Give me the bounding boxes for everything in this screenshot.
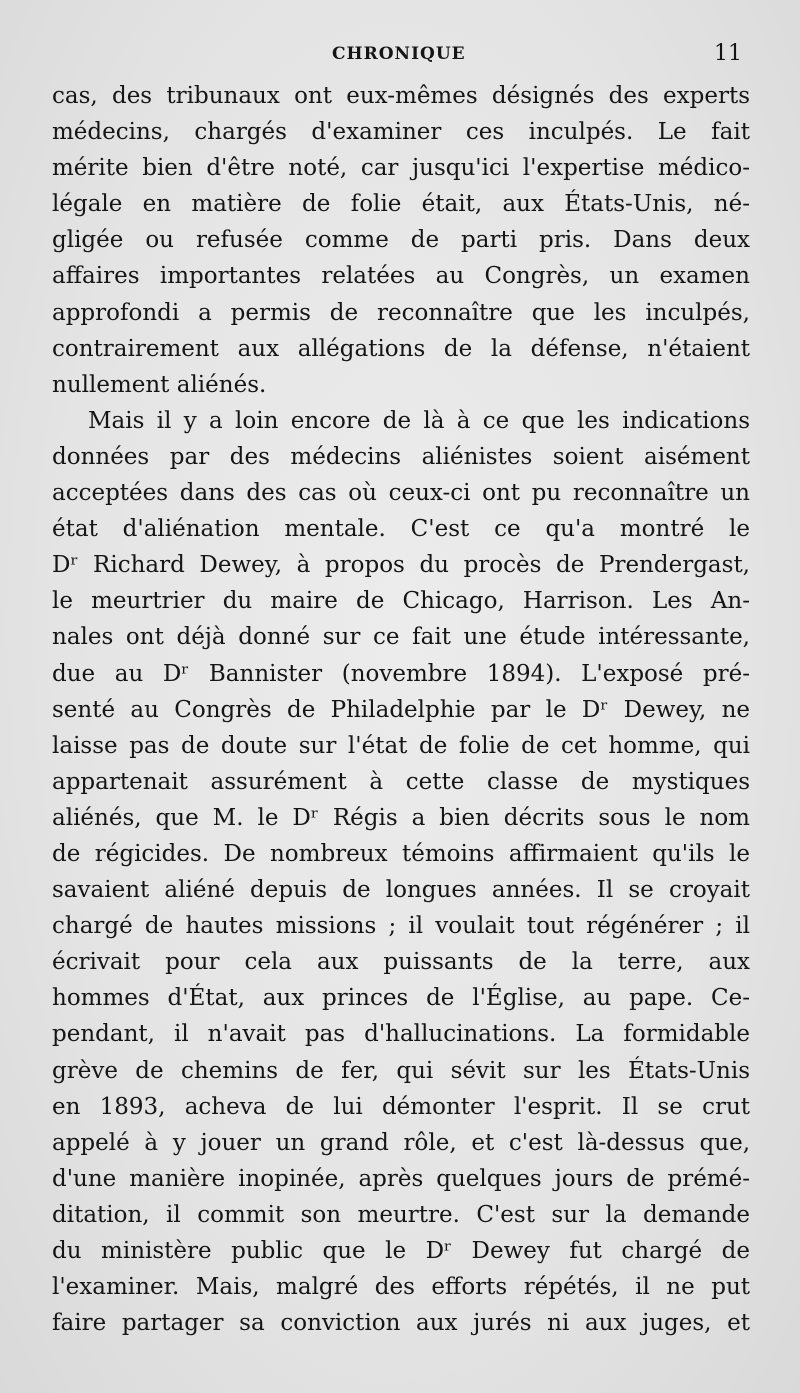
text-line: gligée ou refusée comme de parti pris. Dans deux xyxy=(52,227,750,254)
text-line: mérite bien d'être noté, car jusqu'ici l'expertise médico- xyxy=(52,155,750,182)
page-number: 11 xyxy=(714,41,742,66)
text-line: état d'aliénation mentale. C'est ce qu'a montré le xyxy=(52,516,750,543)
text-line: le meurtrier du maire de Chicago, Harrison. Les An- xyxy=(52,588,750,615)
text-line: de régicides. De nombreux témoins affirmaient qu'ils le xyxy=(52,840,750,867)
text-line: légale en matière de folie était, aux États-Unis, né- xyxy=(52,191,750,218)
text-line: d'une manière inopinée, après quelques jours de prémé- xyxy=(52,1165,750,1192)
text-line: écrivait pour cela aux puissants de la terre, aux xyxy=(52,949,750,976)
text-line: appartenait assurément à cette classe de mystiques xyxy=(52,768,750,795)
text-line: Mais il y a loin encore de là à ce que les indications xyxy=(88,407,750,434)
text-line: aliénés, que M. le Dʳ Régis a bien décrits sous le nom xyxy=(52,804,750,831)
text-line: grève de chemins de fer, qui sévit sur les États-Unis xyxy=(52,1057,750,1084)
running-head-title: CHRONIQUE xyxy=(332,44,466,64)
text-line: affaires importantes relatées au Congrès, un examen xyxy=(52,263,750,290)
text-line: contrairement aux allégations de la défense, n'étaient xyxy=(52,335,750,362)
text-line: appelé à y jouer un grand rôle, et c'est là-dessus que, xyxy=(52,1129,750,1156)
text-line: pendant, il n'avait pas d'hallucinations. La formidable xyxy=(52,1021,750,1048)
text-line: nales ont déjà donné sur ce fait une étude intéressante, xyxy=(52,624,750,651)
running-head xyxy=(0,41,800,72)
text-line: du ministère public que le Dʳ Dewey fut chargé de xyxy=(52,1238,750,1264)
text-line: chargé de hautes missions ; il voulait tout régénérer ; il xyxy=(52,913,750,940)
text-line: en 1893, acheva de lui démonter l'esprit. Il se crut xyxy=(52,1093,750,1120)
body-text xyxy=(52,78,750,1341)
text-line: Dʳ Richard Dewey, à propos du procès de Prendergast, xyxy=(52,552,750,579)
text-line: l'examiner. Mais, malgré des efforts répétés, il ne put xyxy=(52,1274,750,1301)
text-line: senté au Congrès de Philadelphie par le Dʳ Dewey, ne xyxy=(52,696,750,723)
text-line: laisse pas de doute sur l'état de folie de cet homme, qui xyxy=(52,732,750,759)
text-line: cas, des tribunaux ont eux-mêmes désignés des experts xyxy=(52,83,750,109)
text-line: hommes d'État, aux princes de l'Église, au pape. Ce- xyxy=(52,985,750,1012)
text-line: approfondi a permis de reconnaître que les inculpés, xyxy=(52,299,750,326)
text-line: données par des médecins aliénistes soient aisément xyxy=(52,443,750,470)
text-line: acceptées dans des cas où ceux-ci ont pu reconnaître un xyxy=(52,480,750,507)
text-line: ditation, il commit son meurtre. C'est sur la demande xyxy=(52,1201,750,1228)
text-line: savaient aliéné depuis de longues années. Il se croyait xyxy=(52,877,750,904)
text-line: faire partager sa conviction aux jurés ni aux juges, et xyxy=(52,1310,750,1337)
text-line: nullement aliénés. xyxy=(52,371,267,398)
text-line: médecins, chargés d'examiner ces inculpés. Le fait xyxy=(52,119,750,146)
text-line: due au Dʳ Bannister (novembre 1894). L'exposé pré- xyxy=(52,660,750,687)
